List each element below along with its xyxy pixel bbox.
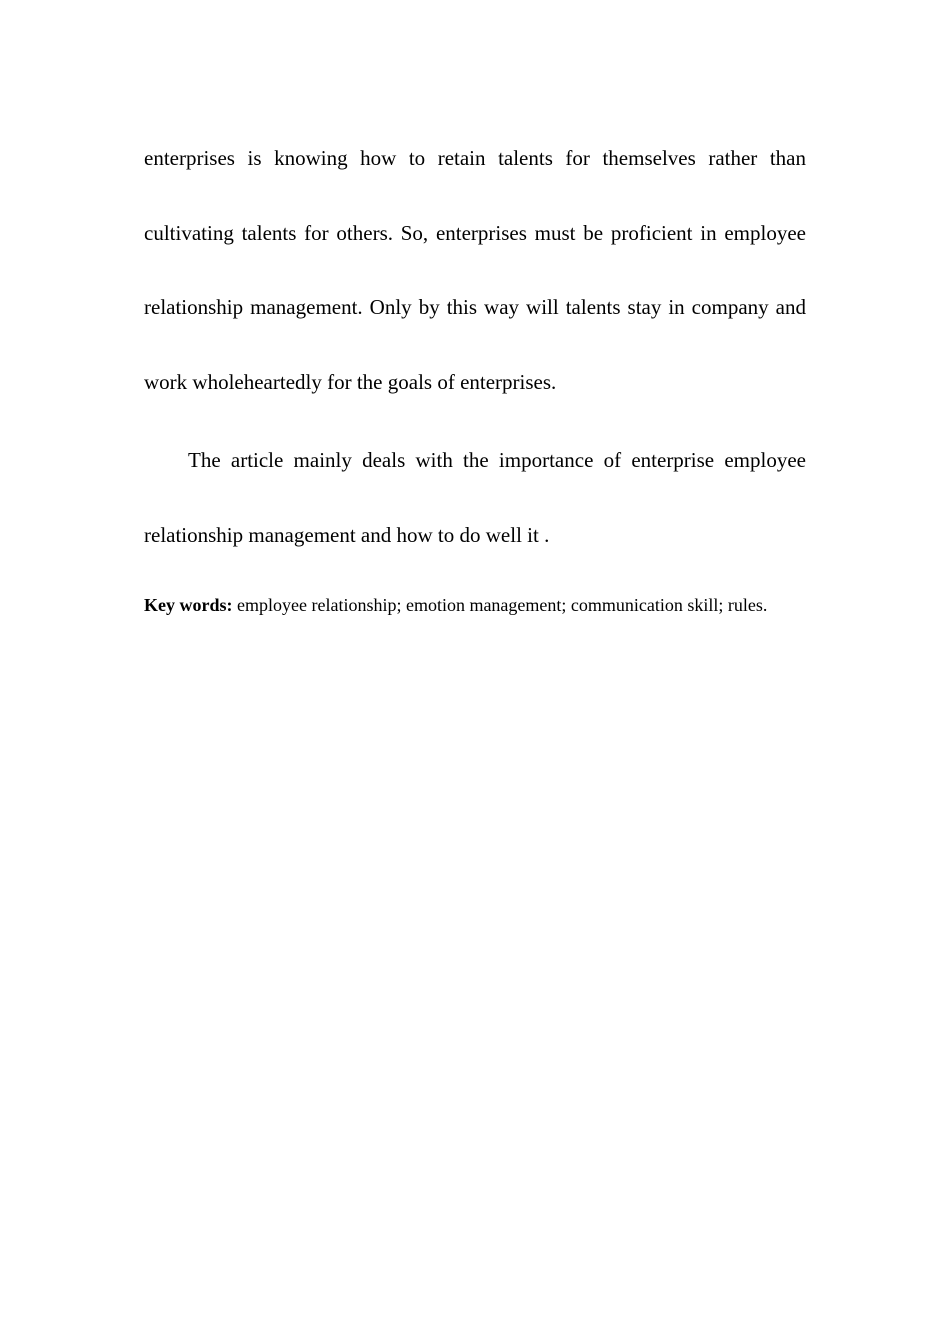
keywords-label: Key words:	[144, 595, 233, 615]
keywords-text: employee relationship; emotion management; communication skill; rules.	[237, 595, 768, 615]
body-paragraph: enterprises is knowing how to retain talents for themselves rather than cultivating talents for others. So, enterprises must be proficient in employee relationship management. Only by this way will talents stay in company and work wholeheartedly for the goals of enterprises.	[144, 146, 806, 394]
document-body	[144, 121, 806, 624]
keywords-line	[144, 586, 806, 624]
body-paragraph: The article mainly deals with the importance of enterprise employee relationship management and how to do well it .	[144, 448, 806, 547]
